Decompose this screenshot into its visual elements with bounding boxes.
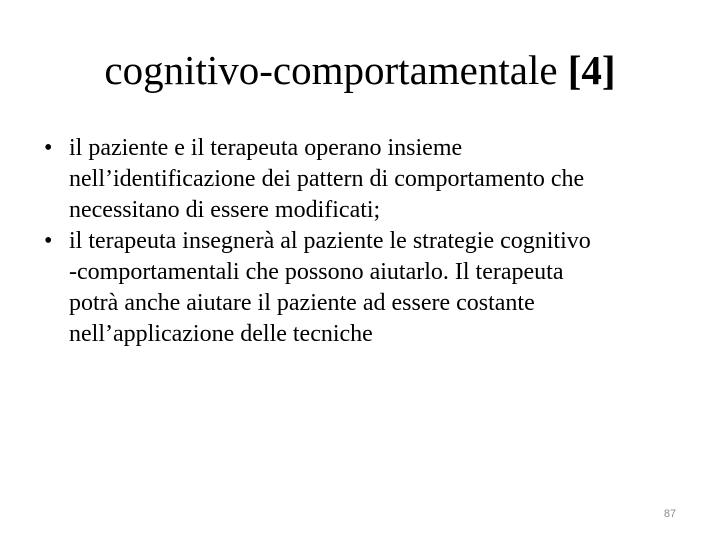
bullet-line: nell’applicazione delle tecniche [69, 321, 373, 347]
bullet-line: il paziente e il terapeuta operano insieme [69, 135, 463, 161]
bullet-item [44, 226, 704, 350]
bullet-marker-icon: • [44, 228, 53, 254]
bullet-line: necessitano di essere modificati; [69, 197, 381, 223]
bullet-text [69, 226, 704, 350]
slide-title [0, 44, 720, 96]
bullet-marker-icon: • [44, 135, 53, 161]
bullet-line: il terapeuta insegnerà al paziente le strategie cognitivo [69, 228, 591, 254]
bullet-list [44, 133, 704, 350]
bullet-line: potrà anche aiutare il paziente ad essere costante [69, 290, 535, 316]
slide-title-reference: [4] [567, 47, 616, 93]
bullet-text [69, 133, 704, 226]
slide-title-text: cognitivo-comportamentale [104, 47, 568, 93]
page-number: 87 [663, 508, 677, 520]
bullet-line: -comportamentali che possono aiutarlo. Il terapeuta [69, 259, 564, 285]
bullet-line: nell’identificazione dei pattern di comportamento che [69, 166, 585, 192]
bullet-item [44, 133, 704, 226]
